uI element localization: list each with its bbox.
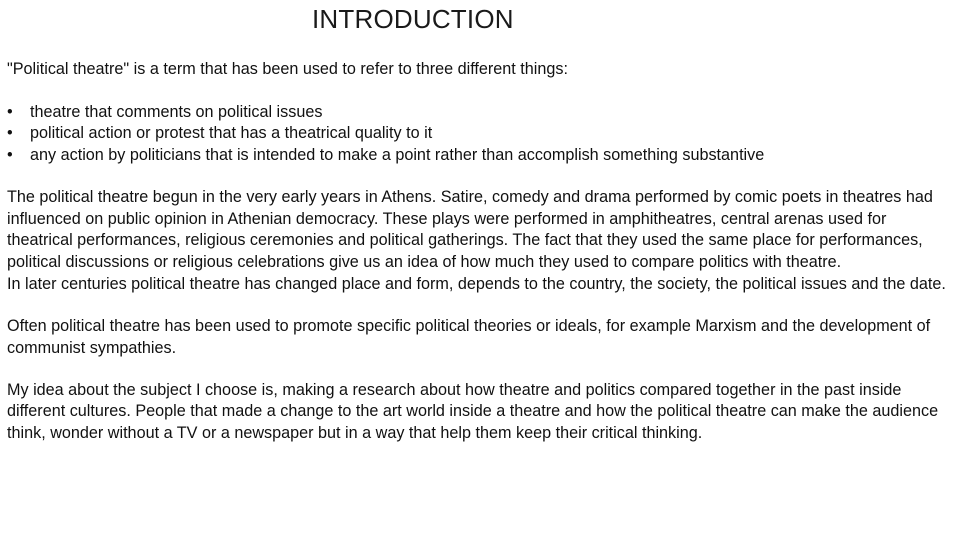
research-idea-paragraph: My idea about the subject I choose is, making a research about how theatre and politics compared together in the past inside different cultures. People that made a change to the art world inside a theatre and how the political theatre can make the audience think, wonder without a TV or a newspaper but in a way that help them keep their critical thinking. <box>7 380 939 443</box>
bullet-list <box>7 102 951 167</box>
slide-title: INTRODUCTION <box>312 4 514 34</box>
bullet-text: political action or protest that has a theatrical quality to it <box>30 124 433 143</box>
slide-body <box>7 59 951 445</box>
bullet-marker: • <box>7 102 13 121</box>
bullet-item <box>7 145 951 167</box>
intro-paragraph: "Political theatre" is a term that has been used to refer to three different things: <box>7 60 568 78</box>
bullet-item <box>7 102 951 124</box>
promotion-paragraph: Often political theatre has been used to promote specific political theories or ideals, for example Marxism and the development of communist sympathies. <box>7 317 931 358</box>
bullet-marker: • <box>7 124 13 143</box>
bullet-text: any action by politicians that is intended to make a point rather than accomplish something substantive <box>30 146 765 165</box>
bullet-item <box>7 123 951 145</box>
bullet-text: theatre that comments on political issues <box>30 102 323 121</box>
bullet-marker: • <box>7 146 13 165</box>
later-centuries-paragraph: In later centuries political theatre has changed place and form, depends to the country, the society, the political issues and the date. <box>7 274 946 293</box>
history-paragraph: The political theatre begun in the very early years in Athens. Satire, comedy and drama performed by comic poets in theatres had influenced on public opinion in Athenian democracy. These plays were performed in amphitheatres, central arenas used for theatrical performances, religious ceremonies and political gatherings. The fact that they used the same place for performances, political discussions or religious celebrations give us an idea of how much they used to compare politics with theatre. <box>7 187 933 271</box>
